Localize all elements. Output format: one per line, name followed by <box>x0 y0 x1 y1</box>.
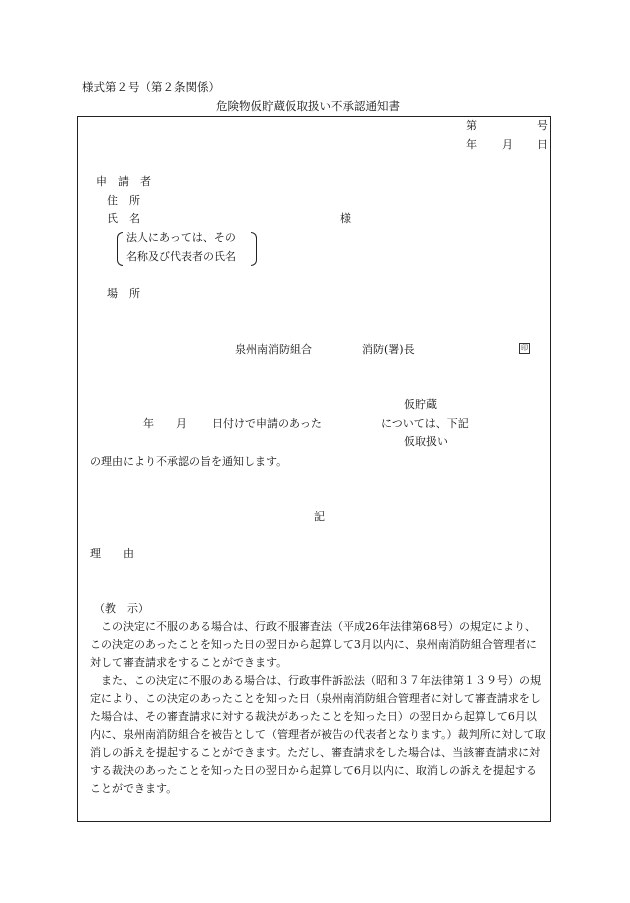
date-month: 月 <box>502 138 513 151</box>
notice-paragraph-2: また、この決定に不服のある場合は、行政事件訴訟法（昭和３７年法律第１３９号）の規定により、この決定のあったことを知った日（泉州南消防組合管理者に対して審査請求をした場合は、その審査請求に対する裁決があったことを知った日）の翌日から起算して6月以内に、泉州南消防組合を被告として（管理者が被告の代表者となります。）裁判所に対して取消しの訴えを提起することができます。ただし、審査請求をした場合は、当該審査請求に対する裁決のあったことを知った日の翌日から起算して6月以内に、取消しの訴えを提起することができます。 <box>90 674 546 795</box>
applicant-heading: 申 請 者 <box>96 175 151 188</box>
address-label: 住 所 <box>107 194 140 207</box>
body-year: 年 <box>143 417 154 430</box>
notice-heading: （教 示） <box>94 602 149 615</box>
notice-paragraph-1: この決定に不服のある場合は、行政不服審査法（平成26年法律第68号）の規定により、この決定のあったことを知った日の翌日から起算して3月以内に、泉州南消防組合管理者に対して審査請求をすることができます。 <box>90 620 537 669</box>
handling-option: 仮取扱い <box>404 435 448 448</box>
form-number-label: 様式第２号（第２条関係） <box>82 80 220 94</box>
body-month: 月 <box>176 417 187 430</box>
date-day: 日 <box>537 138 548 151</box>
name-label: 氏 名 <box>107 212 140 225</box>
honorific-sama: 様 <box>340 212 351 225</box>
reason-label: 理 由 <box>90 547 134 560</box>
body-dated-request: 日付けで申請のあった <box>212 417 322 430</box>
date-year: 年 <box>466 138 477 151</box>
seal-mark: 印 <box>521 344 528 352</box>
issuer-organization: 泉州南消防組合 <box>235 343 312 356</box>
body-line2: の理由により不承認の旨を通知します。 <box>90 455 288 468</box>
place-label: 場 所 <box>107 287 140 300</box>
ki-heading: 記 <box>314 510 325 523</box>
issuer-title: 消防(署)長 <box>362 343 415 356</box>
document-title: 危険物仮貯蔵仮取扱い不承認通知書 <box>216 99 400 113</box>
corporate-note-line1: 法人にあっては、その <box>126 231 236 244</box>
corporate-note-line2: 名称及び代表者の氏名 <box>126 250 236 263</box>
number-suffix: 号 <box>537 119 548 132</box>
body-regarding: については、下記 <box>381 417 469 430</box>
number-prefix: 第 <box>466 119 477 132</box>
notice-body <box>90 618 546 798</box>
storage-option: 仮貯蔵 <box>404 398 437 411</box>
